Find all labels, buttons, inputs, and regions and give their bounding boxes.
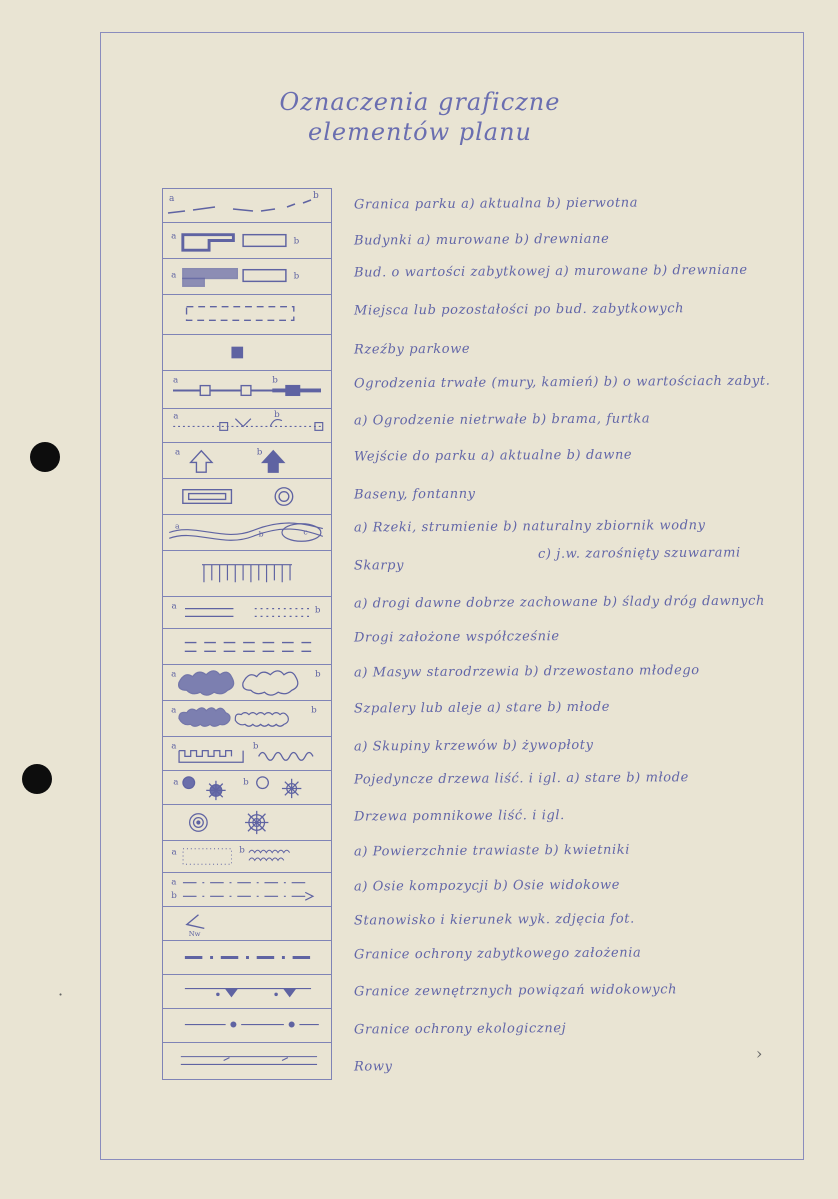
svg-text:a: a bbox=[169, 194, 175, 204]
symbol-old-forest-mass bbox=[163, 664, 331, 700]
svg-text:b: b bbox=[272, 375, 278, 386]
symbol-lawns-flowerbeds bbox=[163, 840, 331, 872]
svg-text:a: a bbox=[175, 521, 180, 531]
legend-text: Rzeźby parkowe bbox=[353, 341, 471, 358]
svg-text:a: a bbox=[171, 231, 177, 242]
svg-text:b: b bbox=[258, 529, 264, 539]
svg-text:b: b bbox=[274, 409, 280, 420]
svg-text:b: b bbox=[293, 236, 300, 247]
symbol-ditches bbox=[163, 1042, 331, 1079]
svg-text:a: a bbox=[171, 270, 177, 281]
symbol-heritage-protection-border bbox=[163, 940, 331, 974]
svg-text:a: a bbox=[171, 877, 177, 888]
symbol-sculptures bbox=[163, 334, 331, 370]
svg-text:b: b bbox=[256, 447, 263, 458]
svg-text:b: b bbox=[311, 705, 317, 716]
symbol-rivers-ponds bbox=[163, 514, 331, 550]
svg-text:b: b bbox=[243, 777, 249, 788]
svg-text:a: a bbox=[173, 411, 179, 422]
symbol-rows-alleys bbox=[163, 700, 331, 736]
svg-text:b: b bbox=[314, 605, 321, 616]
symbol-old-roads bbox=[163, 596, 331, 628]
symbol-temporary-fence bbox=[163, 408, 331, 442]
page-title: Oznaczenia graficzne bbox=[279, 88, 561, 116]
legend-text: a) Osie kompozycji b) Osie widokowe bbox=[353, 877, 621, 895]
svg-text:a: a bbox=[171, 741, 177, 752]
symbol-buildings bbox=[163, 222, 331, 258]
svg-text:b: b bbox=[239, 845, 245, 856]
symbol-view-connection-border bbox=[163, 974, 331, 1008]
legend-text: Wejście do parku a) aktualne b) dawne bbox=[353, 447, 633, 465]
svg-text:a: a bbox=[171, 601, 177, 612]
symbol-permanent-fence bbox=[163, 370, 331, 408]
svg-text:b: b bbox=[171, 891, 177, 902]
svg-text:a: a bbox=[173, 777, 179, 788]
symbol-escarpments bbox=[163, 550, 331, 596]
legend-text: Szpalery lub aleje a) stare b) młode bbox=[353, 699, 611, 717]
svg-text:b: b bbox=[313, 191, 319, 201]
legend-text: Rowy bbox=[353, 1059, 393, 1075]
legend-text: Granice ochrony ekologicznej bbox=[353, 1021, 567, 1038]
symbol-single-trees bbox=[163, 770, 331, 804]
legend-text: Skarpy bbox=[353, 558, 405, 574]
svg-text:Nw: Nw bbox=[188, 930, 201, 939]
pencil-mark: › bbox=[756, 1044, 763, 1063]
punch-hole-top bbox=[30, 442, 60, 472]
legend-text: Granice ochrony zabytkowego założenia bbox=[353, 945, 642, 963]
legend-text: Ogrodzenia trwałe (mury, kamień) b) o wartościach zabyt. bbox=[353, 373, 771, 392]
legend-text: a) Skupiny krzewów b) żywopłoty bbox=[353, 737, 594, 755]
symbol-shrubs-hedges bbox=[163, 736, 331, 770]
symbol-pools-fountains bbox=[163, 478, 331, 514]
symbol-monument-trees bbox=[163, 804, 331, 840]
legend-text: a) Masyw starodrzewia b) drzewostano młodego bbox=[353, 663, 700, 681]
symbol-park-border bbox=[163, 189, 331, 222]
pencil-mark: · bbox=[58, 985, 64, 1004]
svg-text:c: c bbox=[303, 527, 308, 537]
legend-text: Granice zewnętrznych powiązań widokowych bbox=[353, 982, 678, 1000]
symbol-historic-buildings bbox=[163, 258, 331, 294]
legend-text: Granica parku a) aktualna b) pierwotna bbox=[353, 195, 639, 213]
legend-text: Miejsca lub pozostałości po bud. zabytkowych bbox=[353, 301, 685, 319]
legend-text: Stanowisko i kierunek wyk. zdjęcia fot. bbox=[353, 911, 635, 929]
svg-text:b: b bbox=[252, 741, 259, 752]
legend-text: Bud. o wartości zabytkowej a) murowane b) drewniane bbox=[353, 262, 748, 281]
legend-text: c) j.w. zarośnięty szuwarami bbox=[537, 545, 741, 562]
svg-text:b: b bbox=[315, 669, 321, 680]
legend-text: a) Ogrodzenie nietrwałe b) brama, furtka bbox=[353, 411, 651, 429]
svg-text:b: b bbox=[293, 271, 300, 282]
page-subtitle: elementów planu bbox=[307, 118, 533, 146]
svg-text:a: a bbox=[171, 705, 177, 716]
legend-text: a) Powierzchnie trawiaste b) kwietniki bbox=[353, 842, 631, 860]
symbol-ecological-protection-border bbox=[163, 1008, 331, 1042]
legend-text: Budynki a) murowane b) drewniane bbox=[353, 231, 610, 249]
punch-hole-bottom bbox=[22, 764, 52, 794]
legend-text: Drzewa pomnikowe liść. i igl. bbox=[353, 808, 565, 825]
legend-text: Pojedyncze drzewa liść. i igl. a) stare b) młode bbox=[353, 770, 689, 788]
legend-text: a) drogi dawne dobrze zachowane b) ślady dróg dawnych bbox=[353, 593, 765, 612]
legend-symbol-column bbox=[162, 188, 332, 1080]
symbol-modern-roads bbox=[163, 628, 331, 664]
legend-text: Baseny, fontanny bbox=[353, 486, 476, 503]
legend-text: Drogi założone współcześnie bbox=[353, 629, 560, 646]
legend-text: a) Rzeki, strumienie b) naturalny zbiornik wodny bbox=[353, 518, 706, 536]
svg-text:a: a bbox=[175, 447, 181, 458]
symbol-former-buildings bbox=[163, 294, 331, 334]
svg-text:a: a bbox=[171, 847, 177, 858]
symbol-park-entrance bbox=[163, 442, 331, 478]
symbol-axes bbox=[163, 872, 331, 906]
svg-text:a: a bbox=[173, 375, 179, 386]
symbol-photo-position bbox=[163, 906, 331, 940]
svg-text:a: a bbox=[171, 669, 177, 680]
